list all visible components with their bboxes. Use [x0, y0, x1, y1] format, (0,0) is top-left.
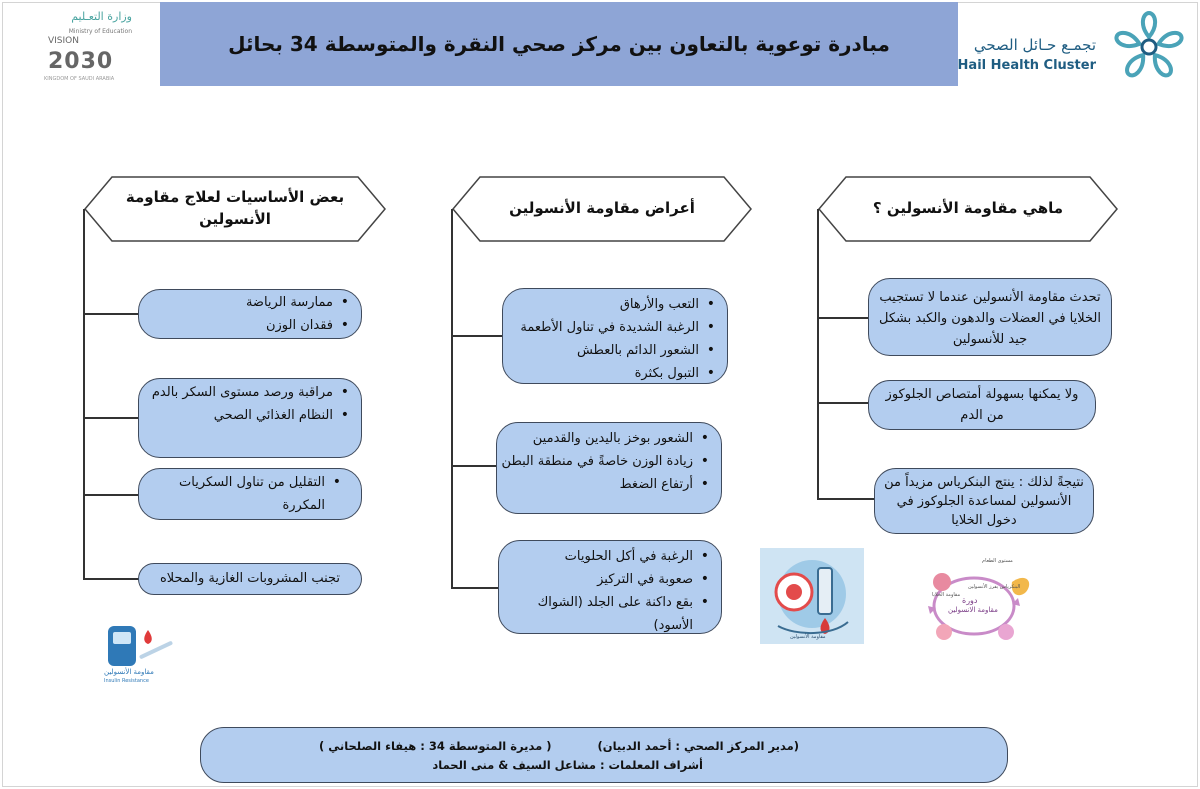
symptom-item: • صعوبة في التركيز — [503, 568, 711, 591]
school-principal: ( مديرة المتوسطة 34 : هيفاء الصلحاني ) — [318, 739, 552, 753]
treatment-item: • ممارسة الرياضة — [143, 291, 351, 314]
definition-text: تحدث مقاومة الأنسولين عندما لا تستجيب الخلايا في العضلات والدهون والكبد بشكل جيد للأنسولين — [879, 290, 1101, 347]
treatment-item: • مراقبة ورصد مستوى السكر بالدم — [143, 381, 351, 404]
heading-text: أعراض مقاومة الأنسولين — [509, 199, 695, 218]
connector-symptoms — [451, 209, 453, 588]
treatment-item: تجنب المشروبات الغازية والمحلاه — [159, 571, 341, 586]
vision-tagline: KINGDOM OF SAUDI ARABIA — [44, 76, 115, 82]
symptom-item: • التعب والأرهاق — [507, 293, 717, 316]
flower-emblem-icon — [1112, 10, 1186, 84]
cycle-label: مقاومة الخلايا — [932, 592, 961, 598]
cycle-label: مستوى الطعام — [982, 558, 1013, 564]
symptom-item: • الرغبة في أكل الحلويات — [503, 545, 711, 568]
cycle-label: دورة — [962, 596, 978, 605]
treatment-item-pill — [138, 563, 362, 595]
cycle-label: مقاومة الانسولين — [948, 606, 998, 614]
connector-treatment — [83, 209, 85, 578]
heading-symptoms — [452, 176, 752, 242]
treatment-group — [138, 468, 362, 520]
center-illustration-caption: مقاومة الأنسولين — [790, 634, 826, 640]
title-bar — [160, 2, 958, 86]
connector-symptoms-branch — [451, 587, 499, 589]
definition-box — [868, 380, 1096, 430]
symptom-item: • التبول بكثرة — [507, 362, 717, 385]
symptom-item: • الرغبة الشديدة في تناول الأطعمة — [507, 316, 717, 339]
glucose-caption-ar: مقاومة الأنسولين — [104, 668, 154, 676]
symptoms-group — [502, 288, 728, 384]
symptom-item: • الشعور بوخز باليدين والقدمين — [501, 427, 711, 450]
glucose-caption-en: Insulin Resistance — [104, 678, 149, 684]
connector-treatment-branch — [83, 578, 139, 580]
hail-health-cluster-logo — [957, 6, 1194, 82]
definition-text: ولا يمكنها بسهولة أمتصاص الجلوكوز من الدم — [885, 387, 1079, 423]
treatment-item: • فقدان الوزن — [143, 314, 351, 337]
symptom-item: • الشعور الدائم بالعطش — [507, 339, 717, 362]
definition-text: نتيجةً لذلك : ينتج البنكرياس مزيداً من الأنسولين لمساعدة الجلوكوز في دخول الخلايا — [884, 475, 1084, 528]
glucose-meter-illustration — [98, 612, 186, 690]
symptom-item: • زيادة الوزن خاصةً في منطقة البطن — [501, 450, 711, 473]
insulin-resistance-center-illustration — [760, 548, 864, 644]
cycle-label: البنكرياس يفرز الأنسولين — [968, 584, 1021, 590]
symptoms-group — [498, 540, 722, 634]
moe-logo-english: Ministry of Education — [68, 28, 132, 35]
footer-line-directors — [319, 739, 799, 753]
treatment-group — [138, 289, 362, 339]
symptoms-group — [496, 422, 722, 514]
connector-treatment-branch — [83, 494, 139, 496]
connector-treatment-branch — [83, 417, 139, 419]
connector-what-branch — [817, 498, 875, 500]
connector-what — [817, 209, 819, 499]
heading-what-is-insulin-resistance — [818, 176, 1118, 242]
moe-logo-arabic: وزارة التعـليم — [71, 10, 132, 23]
treatment-item: • التقليل من تناول السكريات المكررة — [179, 471, 343, 517]
heading-text: ماهي مقاومة الأنسولين ؟ — [872, 199, 1064, 218]
hhc-logo-english: Hail Health Cluster — [957, 58, 1096, 73]
heading-treatment-basics — [84, 176, 386, 242]
treatment-item: • النظام الغذائي الصحي — [143, 404, 351, 427]
insulin-resistance-cycle-illustration — [908, 556, 1040, 644]
page-title: مبادرة توعوية بالتعاون بين مركز صحي النقرة والمتوسطة 34 بحائل — [228, 32, 890, 56]
connector-symptoms-branch — [451, 465, 497, 467]
definition-box — [874, 468, 1094, 534]
health-center-director: (مدير المركز الصحي : أحمد الدبيان) — [597, 739, 799, 753]
treatment-group — [138, 378, 362, 458]
symptom-item: • أرتفاع الضغط — [501, 473, 711, 496]
hhc-logo-arabic: تجمـع حـائل الصحي — [973, 36, 1096, 54]
connector-what-branch — [817, 402, 869, 404]
ministry-of-education-logo — [30, 6, 140, 86]
symptom-item: • بقع داكنة على الجلد (الشواك الأسود) — [503, 591, 711, 637]
blood-drop-syringe-icon — [760, 548, 864, 644]
vision-word: VISION — [48, 36, 79, 46]
footer-line-supervisors: أشراف المعلمات : مشاعل السيف & منى الحماد — [432, 758, 703, 772]
connector-symptoms-branch — [451, 335, 503, 337]
definition-box — [868, 278, 1112, 356]
connector-what-branch — [817, 317, 869, 319]
vision-year: 2030 — [48, 49, 114, 74]
credits-footer — [200, 727, 1008, 783]
connector-treatment-branch — [83, 313, 139, 315]
heading-text: بعض الأساسيات لعلاج مقاومة الأنسولين — [125, 188, 345, 228]
